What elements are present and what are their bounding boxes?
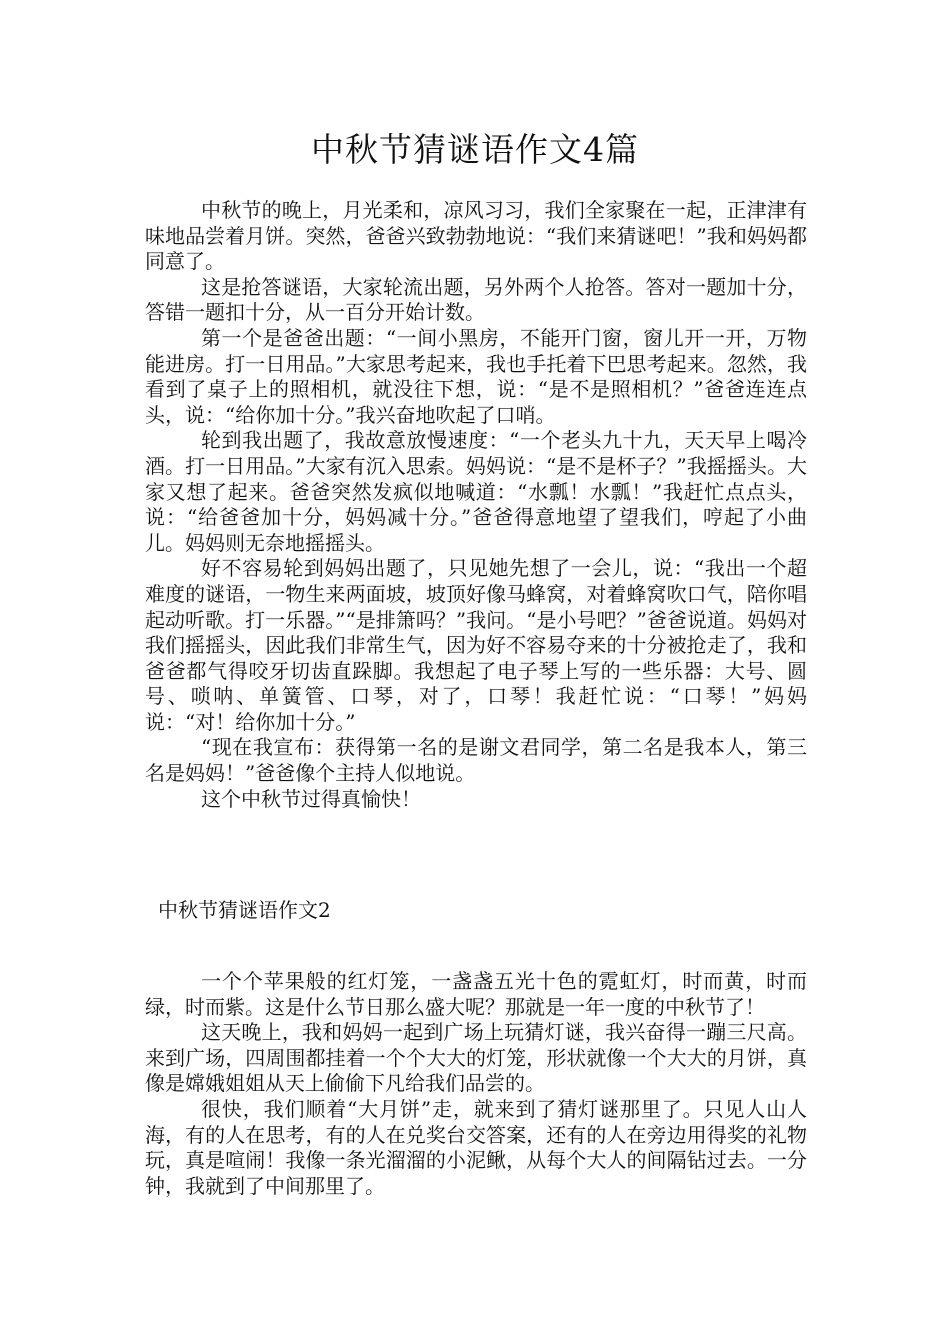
paragraph: 这是抢答谜语，大家轮流出题，另外两个人抢答。答对一题加十分，答错一题扣十分，从一百分开始计数。 xyxy=(145,274,807,325)
paragraph: 这天晚上，我和妈妈一起到广场上玩猜灯谜，我兴奋得一蹦三尺高。来到广场，四周围都挂着一个个大大的灯笼，形状就像一个大大的月饼，真像是嫦娥姐姐从天上偷偷下凡给我们品尝的。 xyxy=(145,1020,807,1096)
paragraph: 轮到我出题了，我故意放慢速度：“一个老头九十九，天天早上喝冷酒。打一日用品。”大家有沉入思索。妈妈说：“是不是杯子？”我摇摇头。大家又想了起来。爸爸突然发疯似地喊道：“水瓢！水瓢！”我赶忙点点头，说：“给爸爸加十分，妈妈减十分。”爸爸得意地望了望我们，哼起了小曲儿。妈妈则无奈地摇摇头。 xyxy=(145,428,807,555)
paragraph: 中秋节的晚上，月光柔和，凉风习习，我们全家聚在一起，正津津有味地品尝着月饼。突然，爸爸兴致勃勃地说：“我们来猜谜吧！”我和妈妈都同意了。 xyxy=(145,198,807,274)
essay-2-body xyxy=(145,969,807,1199)
paragraph: 很快，我们顺着“大月饼”走，就来到了猜灯谜那里了。只见人山人海，有的人在思考，有的人在兑奖台交答案，还有的人在旁边用得奖的礼物玩，真是喧闹！我像一条光溜溜的小泥鳅，从每个大人的间隔钻过去。一分钟，我就到了中间那里了。 xyxy=(145,1096,807,1198)
paragraph: “现在我宣布：获得第一名的是谢文君同学，第二名是我本人，第三名是妈妈！”爸爸像个主持人似地说。 xyxy=(145,735,807,786)
essay-1-body xyxy=(145,198,807,812)
paragraph: 这个中秋节过得真愉快！ xyxy=(201,786,421,811)
paragraph: 一个个苹果般的红灯笼，一盏盏五光十色的霓虹灯，时而黄，时而绿，时而紫。这是什么节日那么盛大呢？那就是一年一度的中秋节了！ xyxy=(145,969,807,1019)
paragraph: 好不容易轮到妈妈出题了，只见她先想了一会儿，说：“我出一个超难度的谜语，一物生来两面坡，坡顶好像马蜂窝，对着蜂窝吹口气，陪你唱起动听歌。打一乐器。”“是排箫吗？”我问。“是小号吧？”爸爸说道。妈妈对我们摇摇头，因此我们非常生气，因为好不容易夺来的十分被抢走了，我和爸爸都气得咬牙切齿直跺脚。我想起了电子琴上写的一些乐器：大号、圆号、唢呐、单簧管、口琴，对了，口琴！我赶忙说：“口琴！”妈妈说：“对！给你加十分。” xyxy=(145,556,807,734)
section-2-heading: 中秋节猜谜语作文2 xyxy=(158,898,331,922)
paragraph: 第一个是爸爸出题：“一间小黑房，不能开门窗，窗儿开一开，万物能进房。打一日用品。”大家思考起来，我也手托着下巴思考起来。忽然，我看到了桌子上的照相机，就没往下想，说：“是不是照相机？”爸爸连连点头，说：“给你加十分。”我兴奋地吹起了口哨。 xyxy=(145,325,807,427)
document-title: 中秋节猜谜语作文4篇 xyxy=(311,130,639,169)
